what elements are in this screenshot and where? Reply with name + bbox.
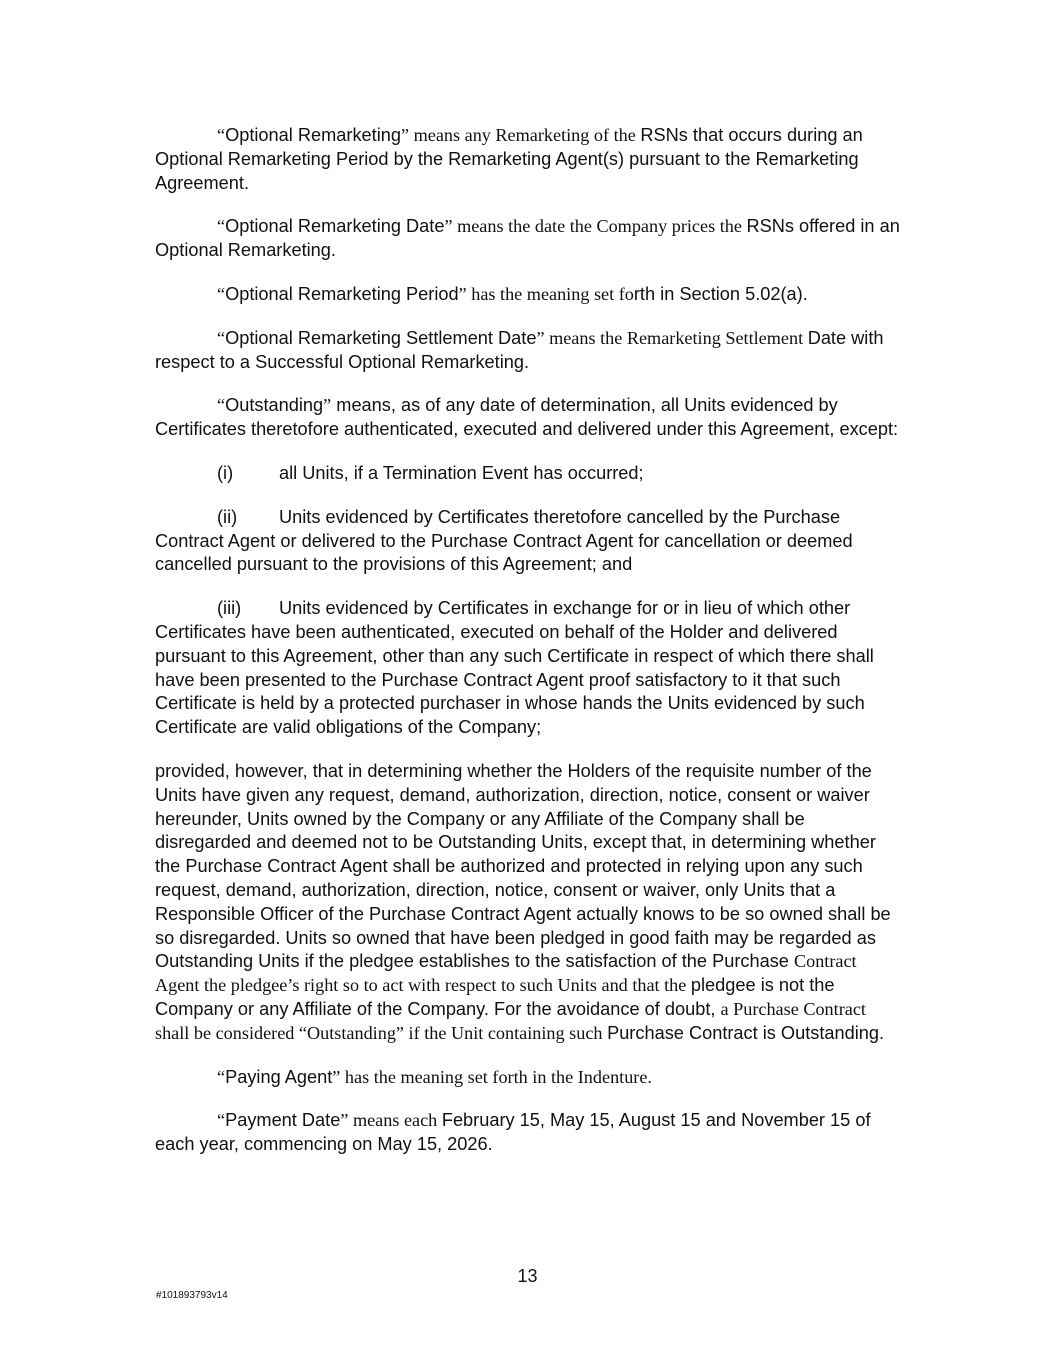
item-text: Units evidenced by Certificates in exchange for or in lieu of which other Certificates have been authenticated, executed on behalf of the Holder and delivered pursuant to this Agreement, other than any such Certificate in respect of which there shall have been presented to the Purchase Contract Agent proof satisfactory to it that such Certificate is held by a protected purchaser in whose hands the Units evidenced by such Certificate are valid obligations of the Company; — [155, 598, 874, 738]
defined-term: Paying Agent — [225, 1066, 333, 1087]
page-number: 13 — [517, 1266, 538, 1286]
proviso-text-3: Purchase Contract is Outstanding. — [607, 1022, 885, 1043]
proviso-text-serif-2: a Purchase Contract shall be considered “Outstanding” if the Unit containing such — [155, 998, 866, 1043]
item-text: Units evidenced by Certificates theretofore cancelled by the Purchase Contract Agent or delivered to the Purchase Contract Agent for cancellation or deemed cancelled pursuant to the provisions of this Agreement; and — [155, 506, 853, 575]
proviso-paragraph — [155, 760, 900, 1046]
definition-text: RSNs offered in an Optional Remarketing. — [155, 216, 900, 261]
definition-text-serif: has the meaning set forth in the Indenture. — [340, 1066, 652, 1087]
definition-outstanding — [155, 394, 900, 442]
defined-term: Optional Remarketing — [225, 125, 401, 145]
open-quote: “ — [217, 395, 226, 416]
open-quote: “ — [217, 283, 226, 304]
definition-text: means, as of any date of determination, all Units evidenced by Certificates theretofore authenticated, executed and delivered under this Agreement, except: — [155, 395, 899, 440]
defined-term: Optional Remarketing Settlement Date — [225, 327, 537, 348]
open-quote: “ — [217, 1066, 226, 1087]
outstanding-item-i — [155, 462, 900, 486]
close-quote: ” — [444, 216, 453, 237]
proviso-text-1: provided, however, that in determining whether the Holders of the requisite number of the Units have given any request, demand, authorization, direction, notice, consent or waiver hereunder, Units owned by the Company or any Affiliate of the Company shall be disregarded and deemed not to be Outstanding Units, except that, in determining whether the Purchase Contract Agent shall be authorized and protected in relying upon any such request, demand, authorization, direction, notice, consent or waiver, only Units that a Responsible Officer of the Purchase Contract Agent actually knows to be so owned shall be so disregarded. Units so owned that have been pledged in good faith may be regarded as Outstanding Units if the pledgee establishes to the satisfaction of the Purchase — [155, 760, 891, 972]
outstanding-item-ii — [155, 506, 900, 577]
close-quote: ” — [400, 125, 410, 145]
definition-text-serif: means the date the Company prices the — [452, 216, 747, 237]
definition-optional-remarketing-date — [155, 215, 900, 263]
definition-text: RSNs that occurs during an Optional Remarketing Period by the Remarketing Agent(s) pursuant to the Remarketing Agreement. — [155, 125, 863, 193]
definition-optional-remarketing-period — [155, 283, 900, 307]
definition-text-serif: has the meaning set fo — [466, 283, 634, 304]
outstanding-item-iii — [155, 597, 900, 740]
definition-text-serif: means the Remarketing Settlement — [544, 327, 808, 348]
defined-term: Payment Date — [225, 1110, 341, 1131]
close-quote: ” — [332, 1066, 341, 1087]
item-text: all Units, if a Termination Event has occurred; — [279, 462, 644, 483]
definition-payment-date — [155, 1109, 900, 1157]
definition-text-serif: means any Remarketing of the — [409, 125, 641, 145]
open-quote: “ — [217, 125, 226, 145]
definition-text-serif: means each — [348, 1110, 442, 1131]
definition-text: February 15, May 15, August 15 and November 15 of each year, commencing on May 15, 2026. — [155, 1110, 871, 1155]
close-quote: ” — [323, 395, 332, 416]
document-id: #101893793v14 — [156, 1290, 228, 1301]
proviso-text-2: pledgee is not the Company or any Affiliate of the Company. For the avoidance of doubt, — [155, 975, 835, 1019]
open-quote: “ — [217, 216, 226, 237]
close-quote: ” — [340, 1110, 349, 1131]
proviso-text-serif-1: Contract Agent the pledgee’s right so to act with respect to such Units and that the — [155, 951, 857, 996]
open-quote: “ — [217, 327, 226, 348]
definition-optional-remarketing — [155, 124, 900, 195]
document-page — [155, 124, 900, 1177]
defined-term: Optional Remarketing Period — [225, 283, 459, 304]
defined-term: Optional Remarketing Date — [225, 216, 445, 237]
definition-text: rth in Section 5.02(a). — [633, 283, 808, 304]
defined-term: Outstanding — [225, 395, 324, 416]
close-quote: ” — [536, 327, 545, 348]
item-label: (ii) — [217, 506, 238, 527]
definition-paying-agent — [155, 1066, 900, 1090]
item-label: (i) — [217, 462, 234, 483]
item-label: (iii) — [217, 598, 242, 619]
definition-optional-remarketing-settlement-date — [155, 327, 900, 375]
close-quote: ” — [458, 283, 467, 304]
open-quote: “ — [217, 1110, 226, 1131]
definition-text: Date with respect to a Successful Optional Remarketing. — [155, 327, 884, 372]
